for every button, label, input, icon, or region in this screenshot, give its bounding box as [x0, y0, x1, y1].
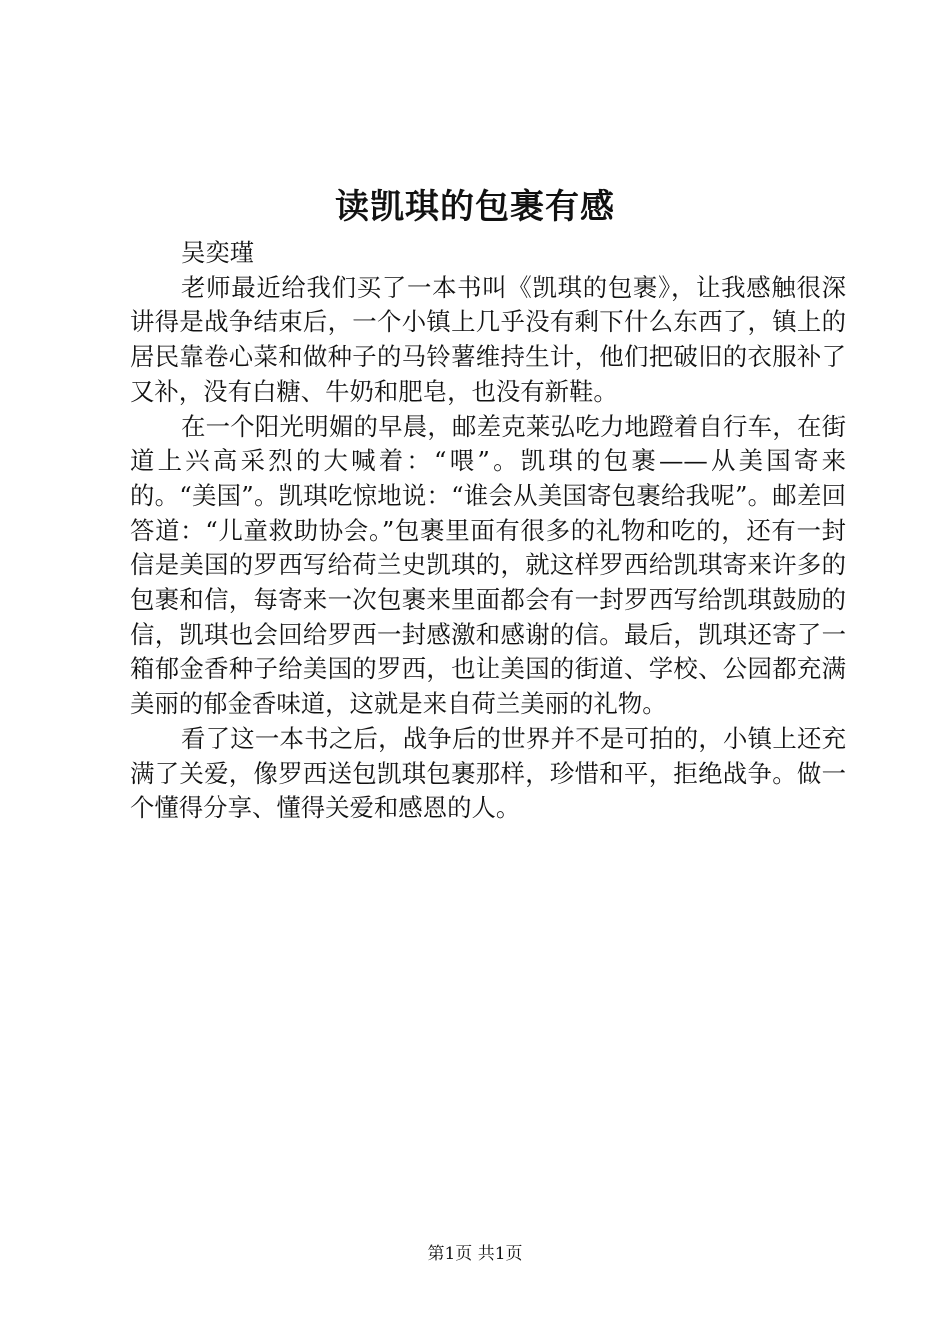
page-footer: 第1页 共1页 — [427, 1244, 523, 1264]
paragraph-3: 看了这一本书之后，战争后的世界并不是可拍的，小镇上还充满了关爱，像罗西送包凯琪包裹那样，珍惜和平，拒绝战争。做一个懂得分享、懂得关爱和感恩的人。 — [130, 723, 846, 823]
paragraph-1: 老师最近给我们买了一本书叫《凯琪的包裹》，让我感触很深讲得是战争结束后，一个小镇上几乎没有剩下什么东西了，镇上的居民靠卷心菜和做种子的马铃薯维持生计，他们把破旧的衣服补了又补，没有白糖、牛奶和肥皂，也没有新鞋。 — [130, 272, 846, 406]
document-title: 读凯琪的包裹有感 — [335, 187, 615, 227]
paragraph-2: 在一个阳光明媚的早晨，邮差克莱弘吃力地蹬着自行车，在街道上兴高采烈的大喊着：“喂”。凯琪的包裹——从美国寄来的。“美国”。凯琪吃惊地说：“谁会从美国寄包裹给我呢”。邮差回答道：“儿童救助协会。”包裹里面有很多的礼物和吃的，还有一封信是美国的罗西写给荷兰史凯琪的，就这样罗西给凯琪寄来许多的包裹和信，每寄来一次包裹来里面都会有一封罗西写给凯琪鼓励的信，凯琪也会回给罗西一封感激和感谢的信。最后，凯琪还寄了一箱郁金香种子给美国的罗西，也让美国的街道、学校、公园都充满美丽的郁金香味道，这就是来自荷兰美丽的礼物。 — [130, 411, 846, 719]
author-name: 吴奕瑾 — [181, 238, 255, 267]
document-body — [130, 236, 846, 826]
